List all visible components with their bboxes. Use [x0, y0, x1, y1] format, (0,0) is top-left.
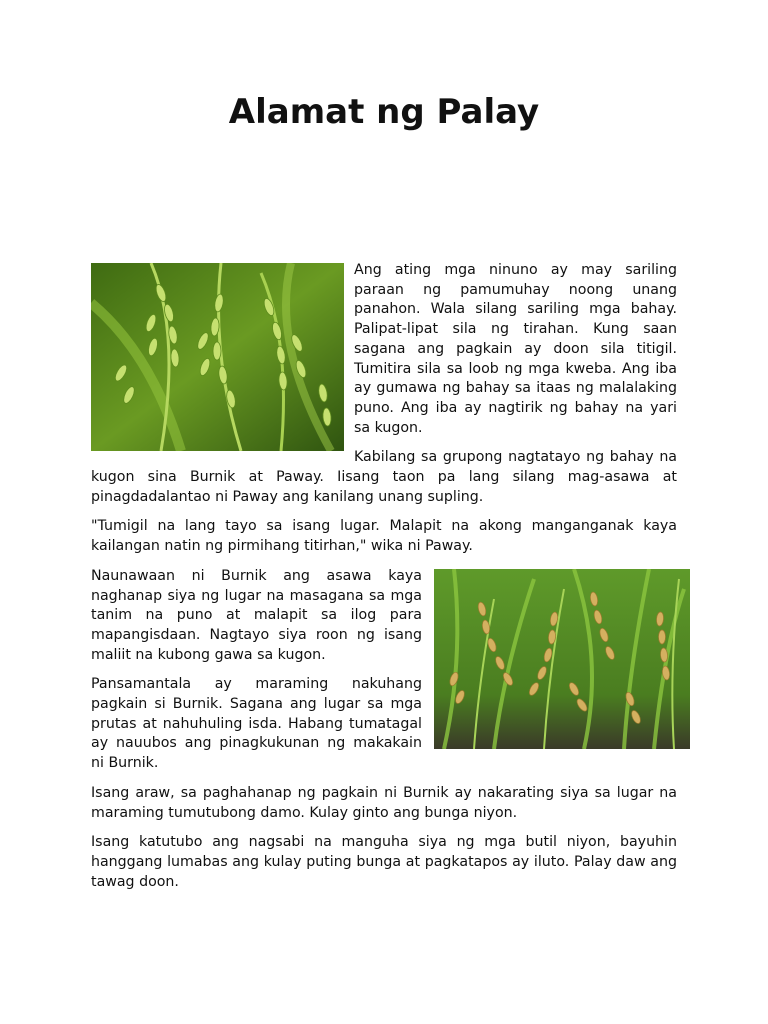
- paragraph: Isang katutubo ang nagsabi na manguha siya ng mga butil niyon, bayuhin hanggang lumabas ang kulay puting bunga at pagkatapos ay iluto. Palay daw ang tawag doon.: [91, 834, 677, 890]
- paragraph: Pansamantala ay maraming nakuhang pagkain si Burnik. Sagana ang lugar sa mga prutas at nahuhuling isda. Habang tumatagal ay nauubos ang pinagkukunan ng makakain ni Burnik.: [91, 676, 422, 772]
- document-body: [91, 261, 677, 902]
- paragraph: "Tumigil na lang tayo sa isang lugar. Malapit na akong manganganak kaya kailangan natin ng pirmihang titirhan," wika ni Paway.: [91, 518, 677, 555]
- page-title: Alamat ng Palay: [228, 92, 540, 132]
- paragraph: Kabilang sa grupong nagtatayo ng bahay na kugon sina Burnik at Paway. Iisang taon pa lang silang mag-asawa at pinagdadalantao ni Paway ang kanilang unang supling.: [91, 449, 677, 505]
- green-rice-photo: [91, 263, 344, 451]
- paragraph: Isang araw, sa paghahanap ng pagkain ni Burnik ay nakarating siya sa lugar na maraming tumutubong damo. Kulay ginto ang bunga niyon.: [91, 784, 677, 821]
- paragraph: Ang ating mga ninuno ay may sariling paraan ng pamumuhay noong unang panahon. Wala silang sariling mga bahay. Palipat-lipat sila ng tirahan. Kung saan sagana ang pagkain ay doon sila titigil. Tumitira sila sa loob ng mga kweba. Ang iba ay gumawa ng bahay sa itaas ng malalaking puno. Ang iba ay nagtirik ng bahay na yari sa kugon.: [354, 262, 677, 436]
- golden-rice-photo: [434, 569, 690, 749]
- paragraph: Naunawaan ni Burnik ang asawa kaya naghanap siya ng lugar na masagana sa mga tanim na puno at malapit sa ilog para mapangisdaan. Nagtayo siya roon ng isang maliit na kubong gawa sa kugon.: [91, 567, 422, 663]
